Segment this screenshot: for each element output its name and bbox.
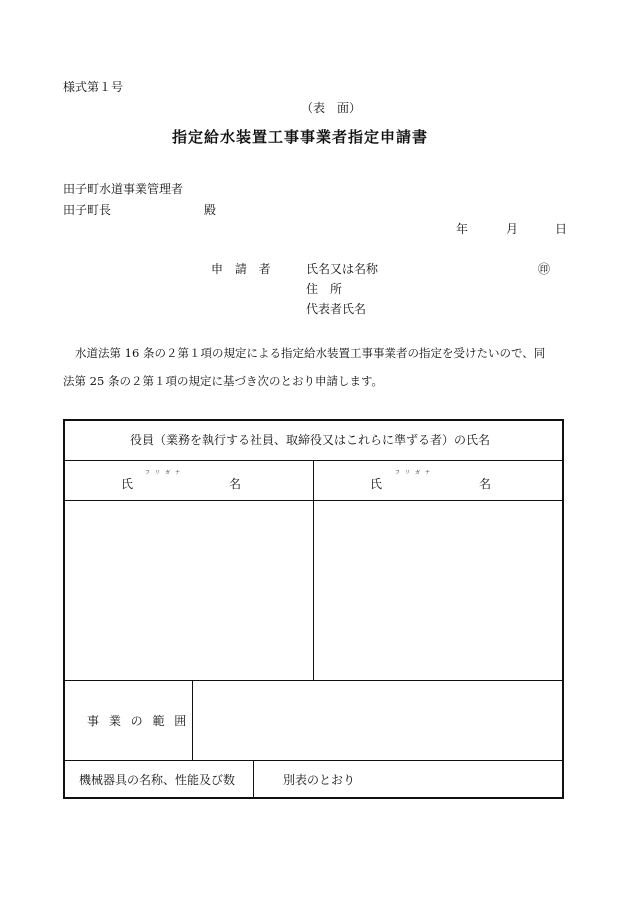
page-title: 指定給水装置工事事業者指定申請書 <box>172 128 429 146</box>
equipment-label: 機械器具の名称、性能及び数 <box>79 773 236 787</box>
applicant-name-label: 氏名又は名称 <box>306 262 379 276</box>
col-left-shi: 氏 <box>121 477 134 491</box>
applicant-representative-label: 代表者氏名 <box>306 302 367 316</box>
equipment-value: 別表のとおり <box>283 773 356 787</box>
body-text-line2: 法第 25 条の２第１項の規定に基づき次のとおり申請します。 <box>63 374 384 388</box>
officer-names-left-area[interactable] <box>65 501 313 680</box>
col-right-shi: 氏 <box>370 477 383 491</box>
date-month: 月 <box>506 222 519 236</box>
date-day: 日 <box>555 222 568 236</box>
col-right-mei: 名 <box>479 477 492 491</box>
applicant-address-label: 住 所 <box>306 282 343 296</box>
table-rule <box>65 680 562 681</box>
addressee-line2: 田子町長 <box>63 203 112 217</box>
officer-names-right-area[interactable] <box>314 501 562 680</box>
table-header: 役員（業務を執行する社員、取締役又はこれらに準ずる者）の氏名 <box>130 433 491 447</box>
table-rule <box>192 680 193 760</box>
applicant-label: 申 請 者 <box>211 262 275 276</box>
table-rule <box>65 760 562 761</box>
business-scope-value[interactable] <box>205 714 555 728</box>
form-number: 様式第１号 <box>63 80 124 94</box>
col-left-furigana: フ リ ガ ナ <box>145 470 181 476</box>
addressee-honorific: 殿 <box>204 203 217 217</box>
officers-table <box>63 419 564 799</box>
business-scope-label: 事 業 の 範 囲 <box>87 714 190 728</box>
body-text-line1: 水道法第 16 条の２第１項の規定による指定給水装置工事事業者の指定を受けたいので、同 <box>75 346 546 360</box>
col-left-mei: 名 <box>229 477 242 491</box>
form-side-label: （表 面） <box>301 101 362 115</box>
col-right-furigana: フ リ ガ ナ <box>395 470 431 476</box>
table-rule <box>253 760 254 797</box>
date-year: 年 <box>456 222 469 236</box>
addressee-line1: 田子町水道事業管理者 <box>63 182 184 196</box>
seal-mark: ㊞ <box>538 262 551 276</box>
